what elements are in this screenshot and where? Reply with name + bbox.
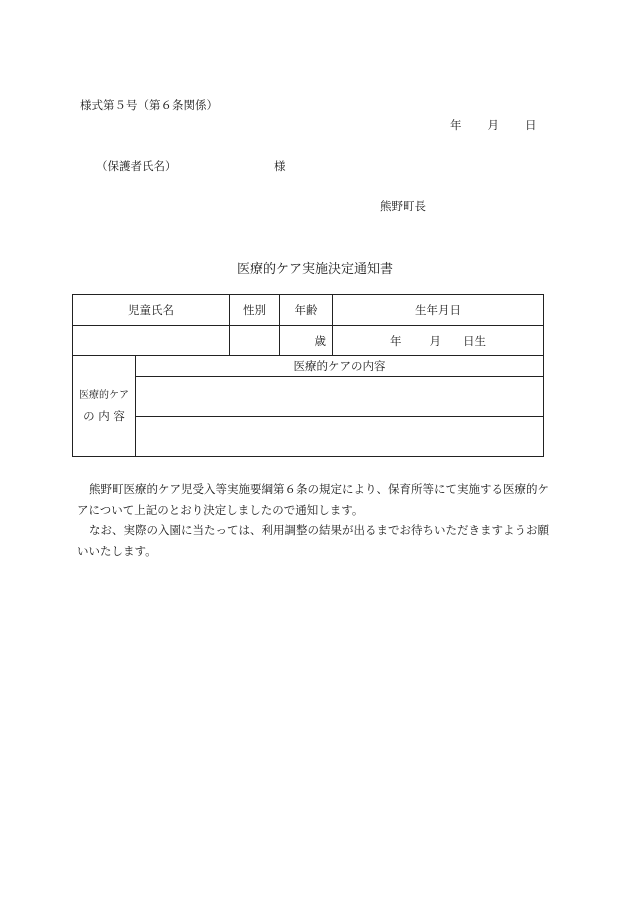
header-child-name: 児童氏名 (128, 303, 174, 317)
birth-month-label: 月 (429, 333, 441, 348)
body-paragraph-2: なお、実際の入園に当たっては、利用調整の結果が出るまでお待ちいただきますようお願いいたします。 (77, 523, 549, 558)
notice-table (72, 294, 544, 457)
birth-date-value (333, 326, 543, 355)
recipient-suffix: 様 (274, 159, 286, 173)
age-unit: 歳 (314, 333, 326, 348)
form-number: 様式第５号（第６条関係） (80, 98, 218, 112)
care-label (73, 356, 135, 456)
gender-value (230, 326, 279, 355)
body-text (77, 479, 557, 561)
care-content-header: 医療的ケアの内容 (293, 359, 386, 373)
date-year-label: 年 (450, 118, 462, 132)
issuer-name: 熊野町長 (380, 199, 426, 213)
age-value (280, 326, 332, 355)
recipient-label: （保護者氏名） (96, 159, 177, 173)
birth-day-label: 日生 (463, 333, 486, 348)
body-paragraph-1: 熊野町医療的ケア児受入等実施要綱第６条の規定により、保育所等にて実施する医療的ケアについて上記のとおり決定しましたので通知します。 (77, 482, 549, 517)
child-name-value (73, 326, 229, 355)
date-month-label: 月 (487, 118, 499, 132)
document-title: 医療的ケア実施決定通知書 (236, 262, 393, 277)
header-birth-date: 生年月日 (415, 303, 461, 317)
date-line (450, 117, 537, 133)
care-label-line2: の 内 容 (83, 409, 125, 423)
care-content-row (136, 417, 543, 456)
header-gender: 性別 (243, 303, 266, 317)
birth-year-label: 年 (390, 333, 402, 348)
date-day-label: 日 (525, 118, 537, 132)
care-content-row (136, 377, 543, 416)
header-age: 年齢 (294, 303, 318, 317)
care-label-line1: 医療的ケア (79, 390, 129, 401)
